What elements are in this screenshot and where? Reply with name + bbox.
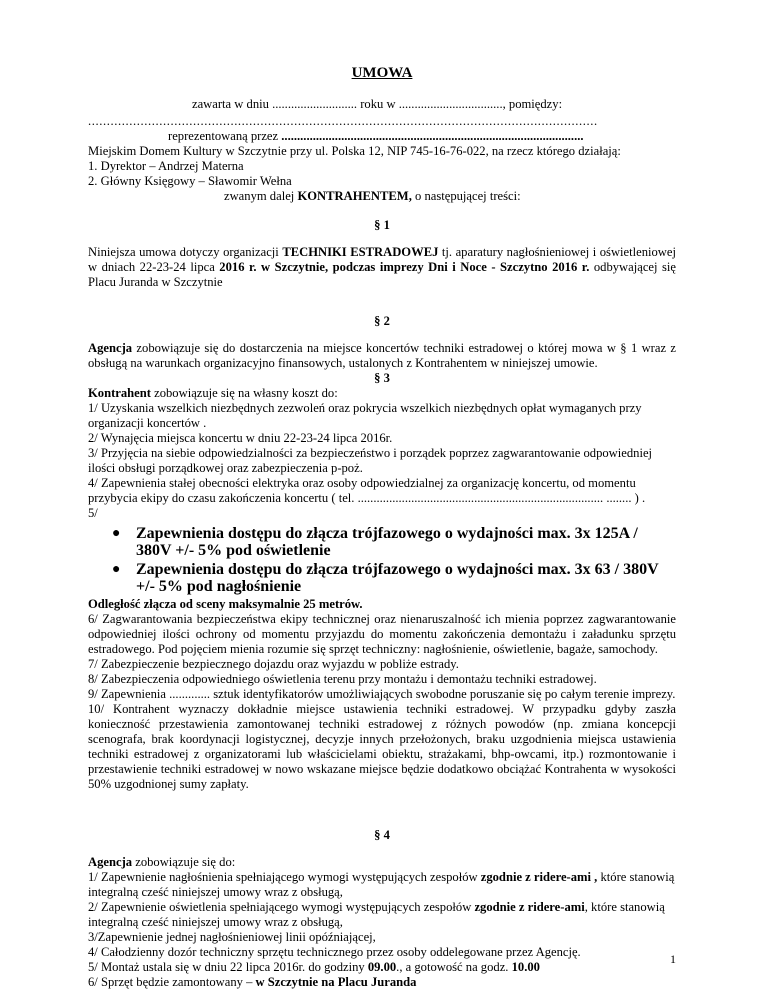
- kontrahent-line: [88, 189, 676, 204]
- section-3-item-3: 3/ Przyjęcia na siebie odpowiedzialności za bezpieczeństwo i porządek poprzez zagwarantowanie odpowiedniej ilości obsługi porządkowej oraz zabezpieczenia p-poż.: [88, 446, 653, 475]
- intro-line: zawarta w dniu ........................... roku w ................................., pomiędzy:: [192, 97, 563, 111]
- kontrahent-prefix: zwanym dalej: [224, 189, 298, 203]
- section-3-item-4: 4/ Zapewnienia stałej obecności elektryka oraz osoby odpowiedzialnej za organizację koncertu, od momentu przybycia ekipy do czasu zakończenia koncertu ( tel. .............................................................................. ........ ) .: [88, 476, 646, 505]
- power-connector-lighting: Zapewnienia dostępu do złącza trójfazowego o wydajności max. 3x 125A / 380V +/- 5% pod oświetlenie: [136, 525, 638, 559]
- section-1-t3: odbywającej się Placu Juranda w Szczytnie: [88, 260, 676, 289]
- party-accountant: 2. Główny Księgowy – Sławomir Wełna: [88, 174, 292, 188]
- section-3-item-5: 5/: [88, 506, 98, 520]
- section-3-lead-text: zobowiązuje się na własny koszt do:: [150, 386, 338, 400]
- section-3-item-7: 7/ Zabezpieczenie bezpiecznego dojazdu oraz wyjazdu w pobliże estrady.: [88, 657, 459, 671]
- section-3-lead: [88, 386, 676, 401]
- section-4-item-6-a: 6/ Sprzęt będzie zamontowany –: [88, 975, 256, 989]
- section-2-heading: § 2: [374, 314, 390, 328]
- section-4-item-4: 4/ Całodzienny dozór techniczny sprzętu technicznego przez osoby oddelegowane przez Agencję.: [88, 945, 581, 959]
- section-3-item-8: 8/ Zabezpieczenia odpowiedniego oświetlenia terenu przy montażu i demontażu techniki estradowej.: [88, 672, 597, 686]
- section-4-lead: [88, 855, 676, 870]
- section-4-item-1: [88, 870, 676, 900]
- section-3-item-2: 2/ Wynajęcia miejsca koncertu w dniu 22-23-24 lipca 2016r.: [88, 431, 393, 445]
- page-number: 1: [670, 952, 676, 966]
- section-3-item-1: 1/ Uzyskania wszelkich niezbędnych zezwoleń oraz pokrycia wszelkich niezbędnych opłat wymaganych przy organizacji koncertów .: [88, 401, 642, 430]
- party-address: Miejskim Domem Kultury w Szczytnie przy ul. Polska 12, NIP 745-16-76-022, na rzecz którego działają:: [88, 144, 621, 158]
- party-director: 1. Dyrektor – Andrzej Materna: [88, 159, 244, 173]
- section-4-item-2-a: 2/ Zapewnienie oświetlenia spełniającego wymogi występujących zespołów: [88, 900, 475, 914]
- section-3-item-10: 10/ Kontrahent wyznaczy dokładnie miejsce ustawienia techniki estradowej. W przypadku gdyby zaszła konieczność przestawienia zamontowanej techniki estradowej z różnych powodów (np. zmiana koncepcji scenografa, brak koordynacji logistycznej, decyzje innych przełożonych, braku uzgodnienia miejsca ustawienia techniki estradowej z organizatorami lub właścicielami obiektu, strażakami, bhp-owcami, itp.) rozmontowanie i przestawienie techniki estradowej w nowo wskazane miejsce będzie dodatkowo obciążać Kontrahenta w wysokości 50% uzgodnionej sumy zapłaty.: [88, 702, 676, 791]
- section-4-item-6-b: w Szczytnie na Placu Juranda: [255, 975, 417, 989]
- section-3-lead-bold: Kontrahent: [88, 386, 151, 400]
- section-4-item-3: 3/Zapewnienie jednej nagłośnieniowej linii opóźniającej,: [88, 930, 376, 944]
- power-connector-sound: Zapewnienia dostępu do złącza trójfazowego o wydajności max. 3x 63 / 380V +/- 5% pod nagłośnienie: [136, 561, 659, 595]
- section-2-t1: zobowiązuje się do dostarczenia na miejsce koncertów techniki estradowej o której mowa w § 1 wraz z obsługą na warunkach organizacyjno finansowych, ustalonych z Kontrahentem w niniejszej umowie.: [88, 341, 676, 370]
- section-1-t2: tj. aparatury nagłośnieniowej i oświetleniowej w dniach 22-23-24 lipca: [88, 245, 676, 274]
- section-4-lead-bold: Agencja: [88, 855, 133, 869]
- section-4-item-2-b: zgodnie z ridere-ami: [474, 900, 585, 914]
- document-title: UMOWA: [351, 65, 413, 81]
- section-2-b1: Agencja: [88, 341, 133, 355]
- kontrahent-suffix: o następującej treści:: [411, 189, 521, 203]
- representation-dots: ................................................................................................: [281, 129, 584, 143]
- section-4-heading: § 4: [374, 828, 390, 842]
- power-connector-item: [112, 525, 676, 559]
- section-3-heading: § 3: [374, 371, 390, 385]
- section-1-text: [88, 245, 676, 290]
- bullet-icon: ●: [112, 526, 121, 541]
- section-1-t1: Niniejsza umowa dotyczy organizacji: [88, 245, 283, 259]
- section-4-lead-text: zobowiązuje się do:: [132, 855, 236, 869]
- section-4-item-2: [88, 900, 676, 930]
- section-2-text: [88, 341, 676, 371]
- section-3-item-6: 6/ Zagwarantowania bezpieczeństwa ekipy technicznej oraz nienaruszalność ich mienia poprzez zagwarantowanie odpowiedniej ilości ochrony od momentu przyjazdu do momentu zakończenia demontażu i załadunku sprzętu estradowego. Pod pojęciem mienia rozumie się sprzęt techniczny: nagłośnienie, oświetlenie, bagaże, samochody.: [88, 612, 676, 656]
- section-1-b1: TECHNIKI ESTRADOWEJ: [282, 245, 439, 259]
- section-1-b2: 2016 r. w Szczytnie, podczas imprezy Dni i Noce - Szczytno 2016 r.: [219, 260, 590, 274]
- section-1-heading: § 1: [374, 218, 390, 232]
- section-4-item-2-c: , które stanowią integralną cześć niniejszej umowy wraz z obsługą,: [88, 900, 665, 929]
- party-dots-line: ........................................................................................................................................: [88, 114, 598, 128]
- representation-line: [88, 129, 676, 144]
- section-4-item-5-c: ., a gotowość na godz.: [396, 960, 512, 974]
- section-4-item-6: [88, 975, 676, 990]
- power-connector-list: [88, 525, 676, 595]
- bullet-icon: ●: [112, 562, 121, 577]
- section-4-item-5-d: 10.00: [511, 960, 540, 974]
- connector-distance: Odległość złącza od sceny maksymalnie 25 metrów.: [88, 597, 363, 611]
- section-3-item-9: 9/ Zapewnienia ............. sztuk identyfikatorów umożliwiających swobodne poruszanie się po całym terenie imprezy.: [88, 687, 676, 701]
- section-4-item-1-b: zgodnie z ridere-ami ,: [480, 870, 598, 884]
- representation-prefix: reprezentowaną przez: [168, 129, 282, 143]
- section-4-item-5-b: 09.00: [367, 960, 397, 974]
- document-content: [88, 66, 676, 990]
- kontrahent-bold: KONTRAHENTEM,: [297, 189, 412, 203]
- section-4-item-1-c: które stanowią integralną cześć niniejszej umowy wraz z obsługą,: [88, 870, 675, 899]
- power-connector-item: [112, 561, 676, 595]
- section-4-item-5-a: 5/ Montaż ustala się w dniu 22 lipca 2016r. do godziny: [88, 960, 368, 974]
- section-4-item-5: [88, 960, 676, 975]
- section-4-item-1-a: 1/ Zapewnienie nagłośnienia spełniającego wymogi występujących zespołów: [88, 870, 481, 884]
